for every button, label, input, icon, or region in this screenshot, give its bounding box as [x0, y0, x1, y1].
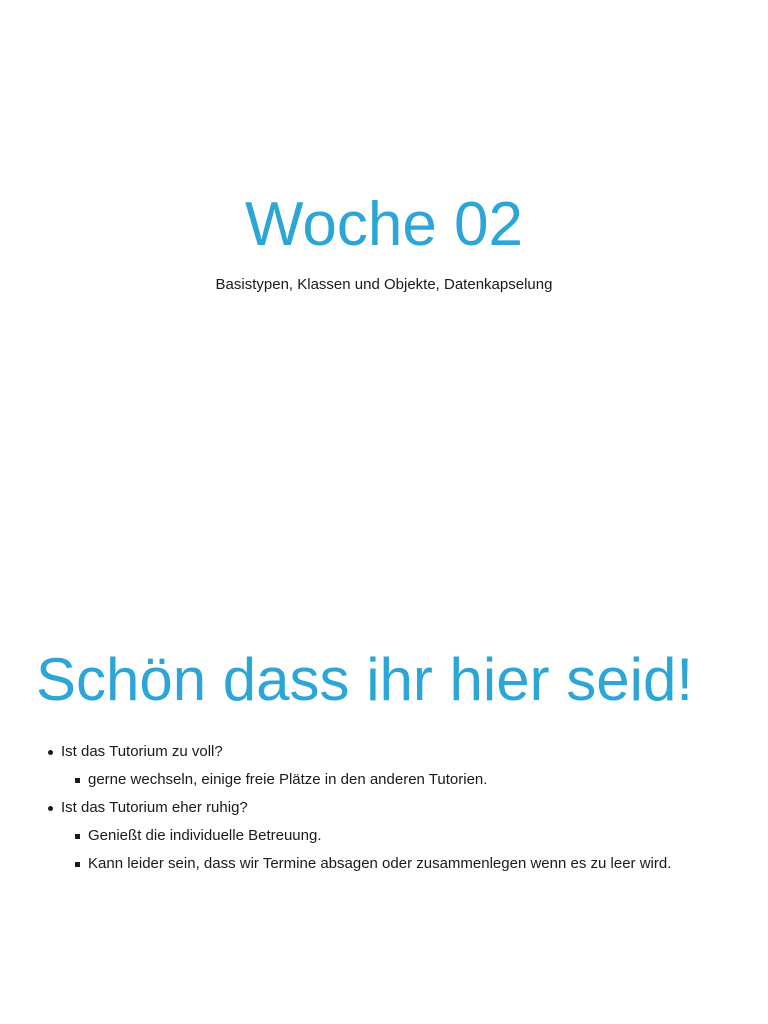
sub-bullet-item: [75, 822, 748, 850]
content-heading: Schön dass ihr hier seid!: [36, 646, 694, 713]
content-slide: [0, 620, 768, 1024]
bullet-item: [48, 794, 748, 878]
sub-bullet-text: Genießt die individuelle Betreuung.: [88, 827, 322, 844]
title-slide: [0, 0, 768, 500]
bullet-square-icon: [75, 862, 80, 867]
bullet-dot-icon: [48, 750, 53, 755]
bullet-square-icon: [75, 778, 80, 783]
bullet-dot-icon: [48, 806, 53, 811]
sub-bullet-text: gerne wechseln, einige freie Plätze in den anderen Tutorien.: [88, 771, 488, 788]
sub-bullet-list: [61, 822, 748, 878]
sub-bullet-text: Kann leider sein, dass wir Termine absagen oder zusammenlegen wenn es zu leer wird.: [88, 855, 672, 872]
bullet-square-icon: [75, 834, 80, 839]
sub-bullet-item: [75, 850, 748, 878]
bullet-item: [48, 738, 748, 794]
sub-bullet-list: [61, 766, 748, 794]
sub-bullet-item: [75, 766, 748, 794]
bullet-text: Ist das Tutorium eher ruhig?: [61, 799, 248, 816]
slide-title: Woche 02: [244, 190, 524, 259]
slide-subtitle: Basistypen, Klassen und Objekte, Datenkapselung: [215, 276, 553, 293]
bullet-text: Ist das Tutorium zu voll?: [61, 743, 223, 760]
bullet-list: [48, 738, 748, 878]
